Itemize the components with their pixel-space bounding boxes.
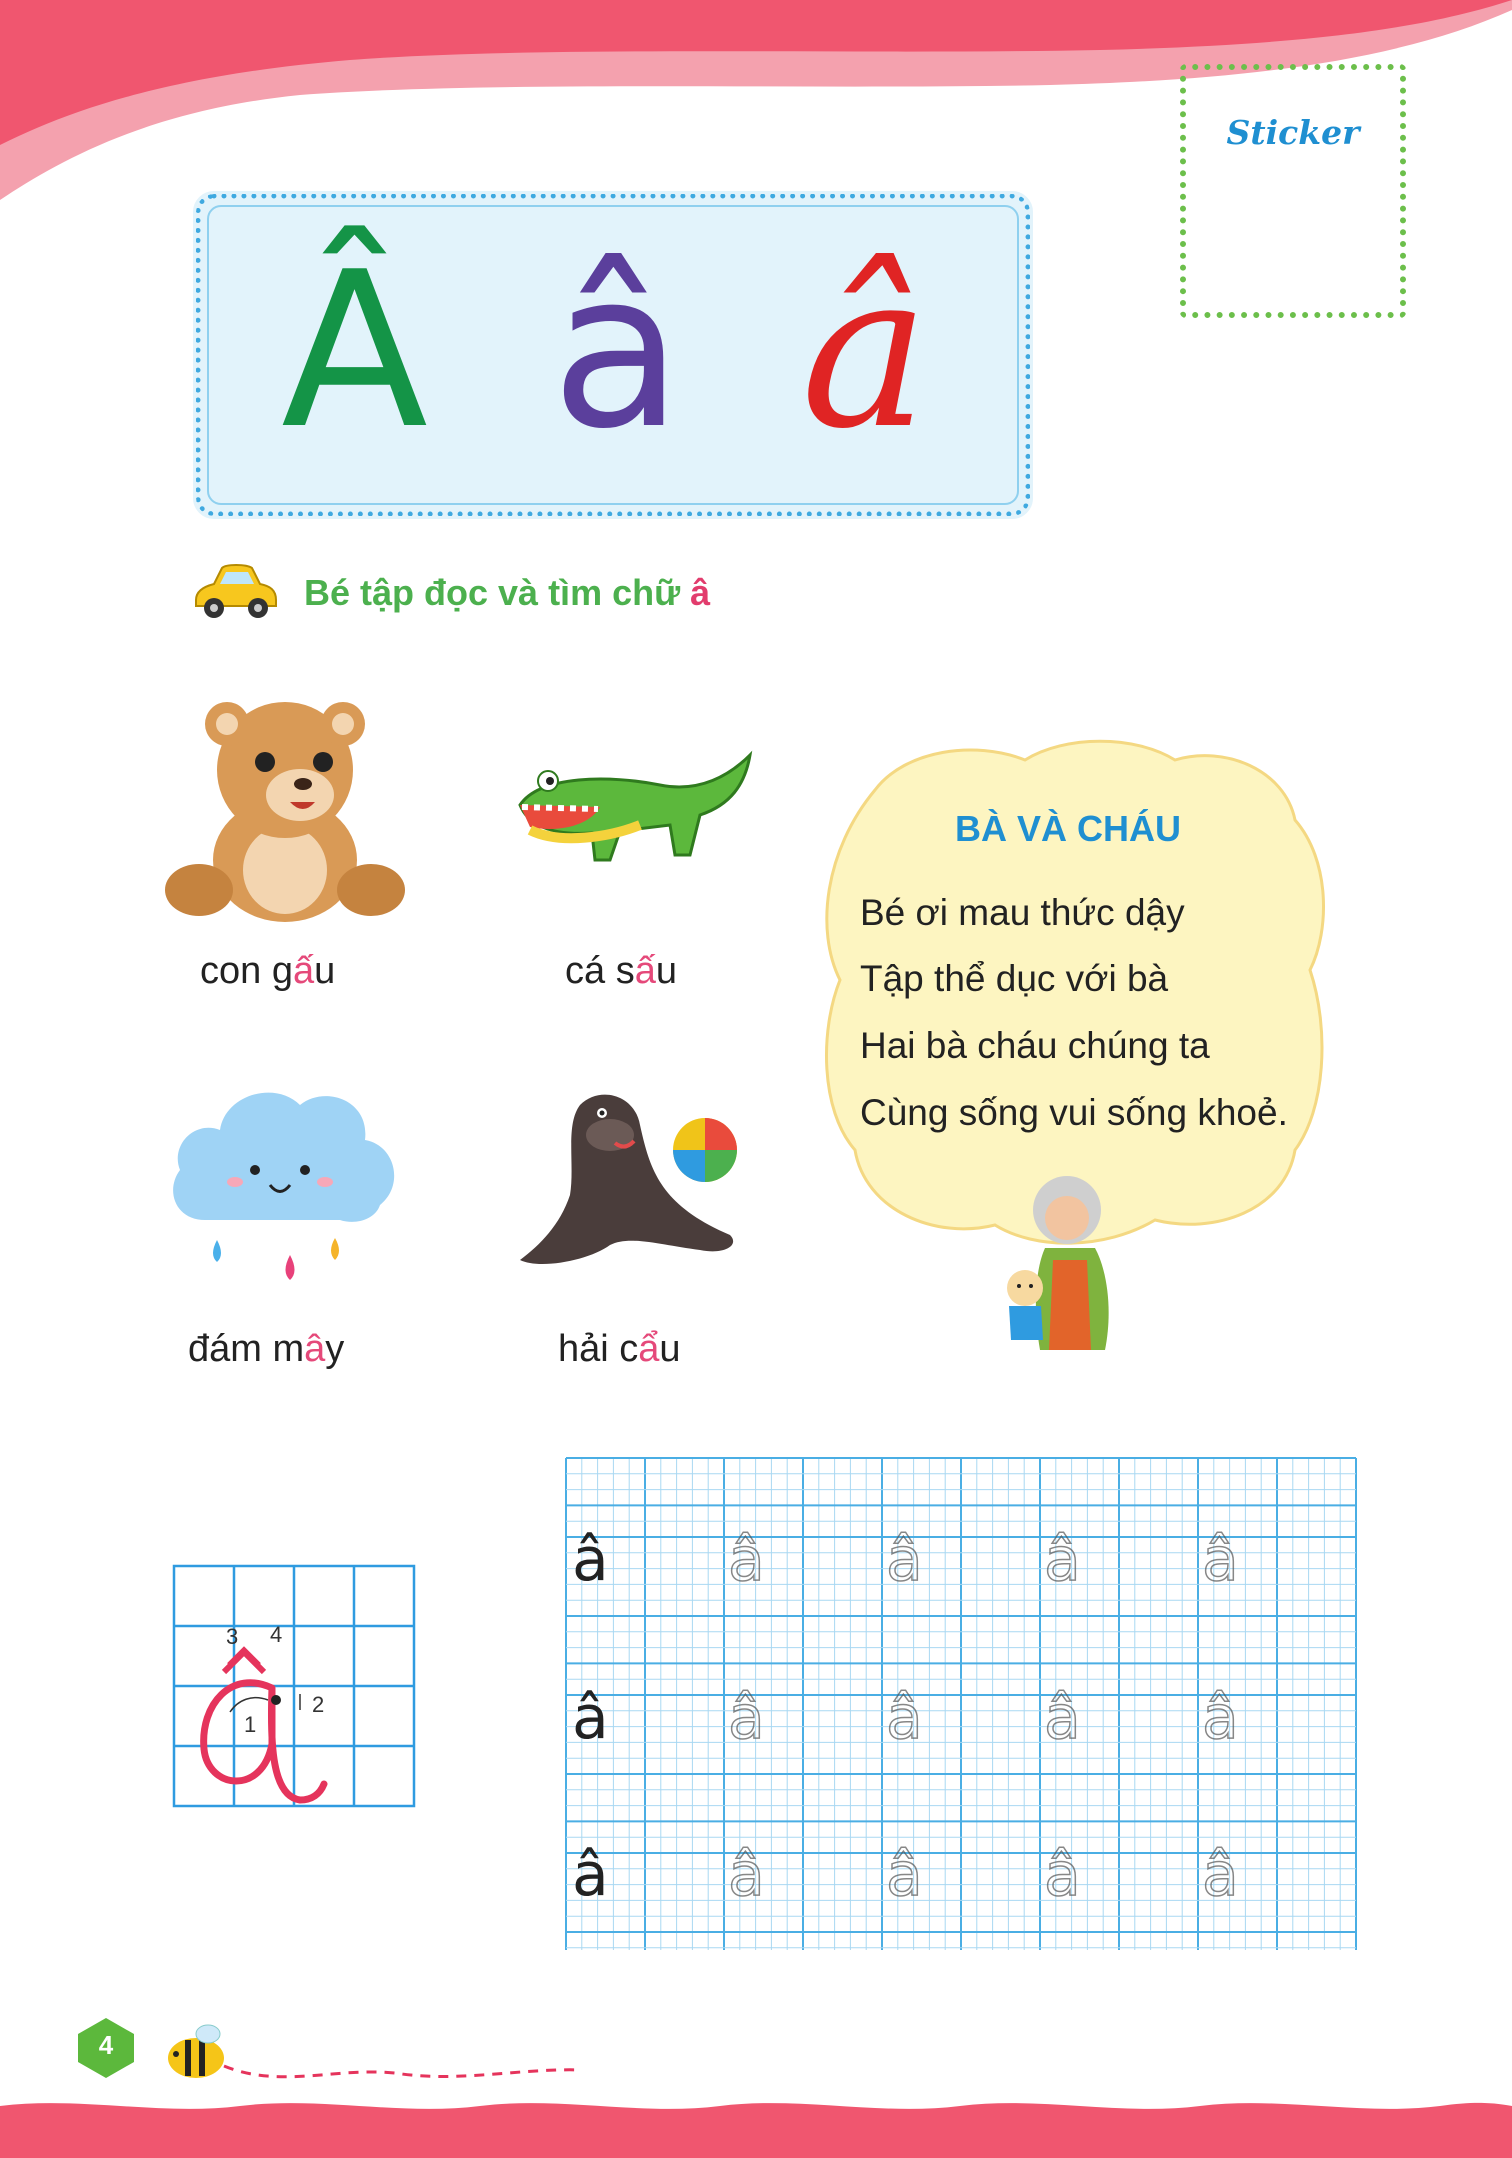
practice-trace-letter: â: [728, 1525, 765, 1595]
practice-trace-letter: â: [1202, 1683, 1239, 1753]
practice-trace-letter: â: [1044, 1525, 1081, 1595]
lowercase-letter-script: â: [801, 225, 930, 476]
bear-illustration: [155, 690, 415, 930]
practice-trace-letter: â: [728, 1840, 765, 1910]
grandma-child-illustration: [995, 1170, 1135, 1355]
lowercase-letter-print: â: [551, 225, 683, 476]
stroke-order-grid: [172, 1564, 416, 1808]
sticker-label: Sticker: [1226, 112, 1360, 152]
word-con-gau: con gấu: [200, 950, 336, 992]
poem-title: BÀ VÀ CHÁU: [955, 808, 1182, 849]
stroke-number-1: 1: [244, 1712, 257, 1737]
practice-model-letter: â: [572, 1525, 609, 1595]
capital-letter: Â: [281, 225, 429, 476]
sticker-box: [1180, 64, 1406, 318]
poem-line-3: Hai bà cháu chúng ta: [860, 1025, 1210, 1066]
poem-line-1: Bé ơi mau thức dậy: [860, 892, 1185, 933]
stroke-number-3: 3: [226, 1624, 239, 1649]
practice-trace-letter: â: [886, 1525, 923, 1595]
practice-trace-letter: â: [728, 1683, 765, 1753]
poem-line-4: Cùng sống vui sống khoẻ.: [860, 1092, 1288, 1133]
letter-card: [196, 194, 1030, 516]
practice-trace-letter: â: [886, 1683, 923, 1753]
practice-trace-letter: â: [1044, 1683, 1081, 1753]
seal-illustration: [510, 1075, 760, 1290]
stroke-number-4: 4: [270, 1622, 283, 1647]
page-number: 4: [98, 2030, 114, 2060]
crocodile-illustration: [500, 745, 762, 895]
section-title: Bé tập đọc và tìm chữ â: [304, 572, 711, 613]
practice-trace-letter: â: [1202, 1840, 1239, 1910]
word-dam-may: đám mây: [188, 1328, 345, 1370]
bee-icon: [162, 2010, 602, 2090]
practice-trace-letter: â: [886, 1840, 923, 1910]
bottom-wave-decoration: [0, 2088, 1512, 2158]
word-hai-cau: hải cẩu: [558, 1328, 681, 1370]
stroke-number-2: 2: [312, 1692, 325, 1717]
car-icon: [186, 560, 280, 624]
cloud-illustration: [165, 1070, 405, 1295]
word-ca-sau: cá sấu: [565, 950, 677, 992]
practice-model-letter: â: [572, 1840, 609, 1910]
practice-trace-letter: â: [1202, 1525, 1239, 1595]
handwriting-practice-grid: [564, 1456, 1358, 1952]
practice-trace-letter: â: [1044, 1840, 1081, 1910]
poem-line-2: Tập thể dục với bà: [860, 958, 1169, 999]
practice-model-letter: â: [572, 1683, 609, 1753]
